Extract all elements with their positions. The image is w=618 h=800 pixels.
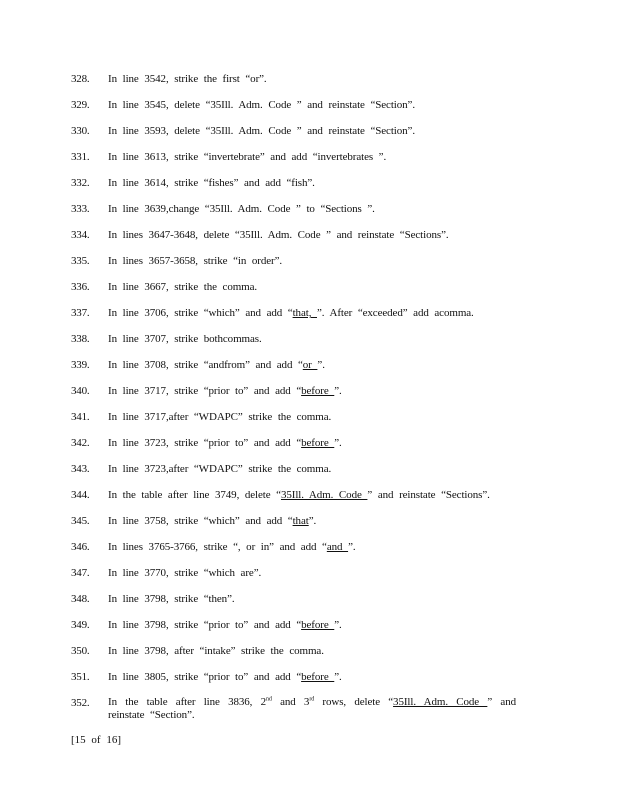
item-text [108, 280, 516, 294]
item-number: 344. [71, 489, 90, 501]
text-fragment: In line 3770, strike “which are”. [108, 567, 262, 579]
underlined-text: 35Ill. Adm. Code [280, 489, 368, 501]
text-fragment: In line 3798, after “intake” strike the comma. [108, 645, 324, 657]
text-fragment: In the table after line 3836, 2 [108, 696, 266, 708]
list-item [0, 280, 618, 294]
item-number: 350. [71, 645, 90, 657]
text-fragment: In line 3706, strike “which” and add “ [108, 307, 293, 319]
underlined-text: and [326, 541, 349, 553]
item-text [108, 618, 516, 632]
list-item [0, 72, 618, 86]
item-number: 332. [71, 177, 90, 189]
item-text [108, 306, 516, 320]
item-text [108, 696, 516, 722]
text-fragment: ” and reinstate “Section”. [108, 696, 516, 721]
item-number: 345. [71, 515, 90, 527]
text-fragment: rows, delete “ [314, 696, 394, 708]
item-text [108, 514, 516, 528]
item-text [108, 254, 516, 268]
item-text [108, 176, 516, 190]
list-item [0, 670, 618, 684]
item-text [108, 644, 516, 658]
item-number: 341. [71, 411, 90, 423]
item-text [108, 410, 516, 424]
item-number: 348. [71, 593, 90, 605]
text-fragment: In the table after line 3749, delete “ [108, 489, 281, 501]
list-item [0, 228, 618, 242]
text-fragment: In line 3613, strike “invertebrate” and add “invertebrates ”. [108, 151, 387, 163]
list-item [0, 358, 618, 372]
text-fragment: In line 3758, strike “which” and add “ [108, 515, 293, 527]
underlined-text: 35Ill. Adm. Code [393, 696, 488, 708]
text-fragment: ”. [308, 515, 317, 527]
text-fragment: In line 3723, strike “prior to” and add “ [108, 437, 302, 449]
underlined-text: before [301, 671, 335, 683]
text-fragment: In line 3708, strike “andfrom” and add “ [108, 359, 303, 371]
text-fragment: In lines 3657-3658, strike “in order”. [108, 255, 283, 267]
item-text [108, 436, 516, 450]
underlined-text: that [292, 515, 309, 527]
list-item [0, 306, 618, 320]
underlined-text: before [301, 385, 335, 397]
item-text [108, 384, 516, 398]
item-number: 336. [71, 281, 90, 293]
item-text [108, 566, 516, 580]
item-number: 339. [71, 359, 90, 371]
list-item [0, 98, 618, 112]
item-text [108, 72, 516, 86]
text-fragment: In line 3542, strike the first “or”. [108, 73, 267, 85]
underlined-text: before [301, 619, 335, 631]
list-item [0, 384, 618, 398]
list-item [0, 254, 618, 268]
item-number: 328. [71, 73, 90, 85]
item-number: 331. [71, 151, 90, 163]
list-item [0, 488, 618, 502]
list-item [0, 124, 618, 138]
item-number: 337. [71, 307, 90, 319]
item-number: 351. [71, 671, 90, 683]
item-text [108, 150, 516, 164]
text-fragment: ”. [317, 359, 325, 371]
text-fragment: In line 3667, strike the comma. [108, 281, 258, 293]
item-number: 338. [71, 333, 90, 345]
item-number: 329. [71, 99, 90, 111]
underlined-text: or [302, 359, 318, 371]
item-text [108, 332, 516, 346]
text-fragment: In line 3707, strike bothcommas. [108, 333, 262, 345]
text-fragment: In line 3723,after “WDAPC” strike the comma. [108, 463, 332, 475]
page-number: [15 of 16] [71, 734, 121, 746]
text-fragment: In line 3593, delete “35Ill. Adm. Code ” and reinstate “Section”. [108, 125, 415, 137]
text-fragment: ”. [334, 671, 342, 683]
list-item [0, 514, 618, 528]
item-number: 335. [71, 255, 90, 267]
item-number: 352. [71, 697, 90, 709]
list-item [0, 540, 618, 554]
list-item [0, 436, 618, 450]
text-fragment: In line 3717,after “WDAPC” strike the comma. [108, 411, 332, 423]
list-item [0, 566, 618, 580]
item-number: 349. [71, 619, 90, 631]
item-number: 346. [71, 541, 90, 553]
underlined-text: that, [292, 307, 317, 319]
text-fragment: In line 3717, strike “prior to” and add “ [108, 385, 302, 397]
item-text [108, 358, 516, 372]
list-item [0, 332, 618, 346]
list-item [0, 644, 618, 658]
text-fragment: In line 3798, strike “prior to” and add “ [108, 619, 302, 631]
list-item [0, 410, 618, 424]
item-text [108, 124, 516, 138]
item-text [108, 592, 516, 606]
item-text [108, 540, 516, 554]
list-item [0, 618, 618, 632]
item-text [108, 202, 516, 216]
text-fragment: In lines 3647-3648, delete “35Ill. Adm. Code ” and reinstate “Sections”. [108, 229, 449, 241]
text-fragment: ”. After “exceeded” add acomma. [317, 307, 474, 319]
underlined-text: before [301, 437, 335, 449]
item-number: 330. [71, 125, 90, 137]
superscript-text: nd [266, 696, 272, 703]
item-number: 342. [71, 437, 90, 449]
list-item [0, 696, 618, 724]
list-item [0, 462, 618, 476]
item-text [108, 670, 516, 684]
text-fragment: ”. [334, 437, 342, 449]
item-number: 340. [71, 385, 90, 397]
text-fragment: and 3 [271, 696, 310, 708]
text-fragment: In line 3798, strike “then”. [108, 593, 235, 605]
text-fragment: ”. [334, 619, 342, 631]
list-item [0, 592, 618, 606]
item-text [108, 462, 516, 476]
text-fragment: ” and reinstate “Sections”. [367, 489, 490, 501]
item-number: 334. [71, 229, 90, 241]
text-fragment: In line 3805, strike “prior to” and add “ [108, 671, 302, 683]
list-item [0, 150, 618, 164]
item-text [108, 228, 516, 242]
text-fragment: In line 3639,change “35Ill. Adm. Code ” to “Sections ”. [108, 203, 375, 215]
list-item [0, 176, 618, 190]
item-number: 333. [71, 203, 90, 215]
text-fragment: In line 3545, delete “35Ill. Adm. Code ” and reinstate “Section”. [108, 99, 415, 111]
superscript-text: rd [309, 696, 315, 703]
text-fragment: In lines 3765-3766, strike “, or in” and add “ [108, 541, 327, 553]
item-number: 343. [71, 463, 90, 475]
list-item [0, 202, 618, 216]
item-text [108, 98, 516, 112]
text-fragment: ”. [348, 541, 356, 553]
text-fragment: In line 3614, strike “fishes” and add “fish”. [108, 177, 315, 189]
item-number: 347. [71, 567, 90, 579]
item-text [108, 488, 516, 502]
text-fragment: ”. [334, 385, 342, 397]
